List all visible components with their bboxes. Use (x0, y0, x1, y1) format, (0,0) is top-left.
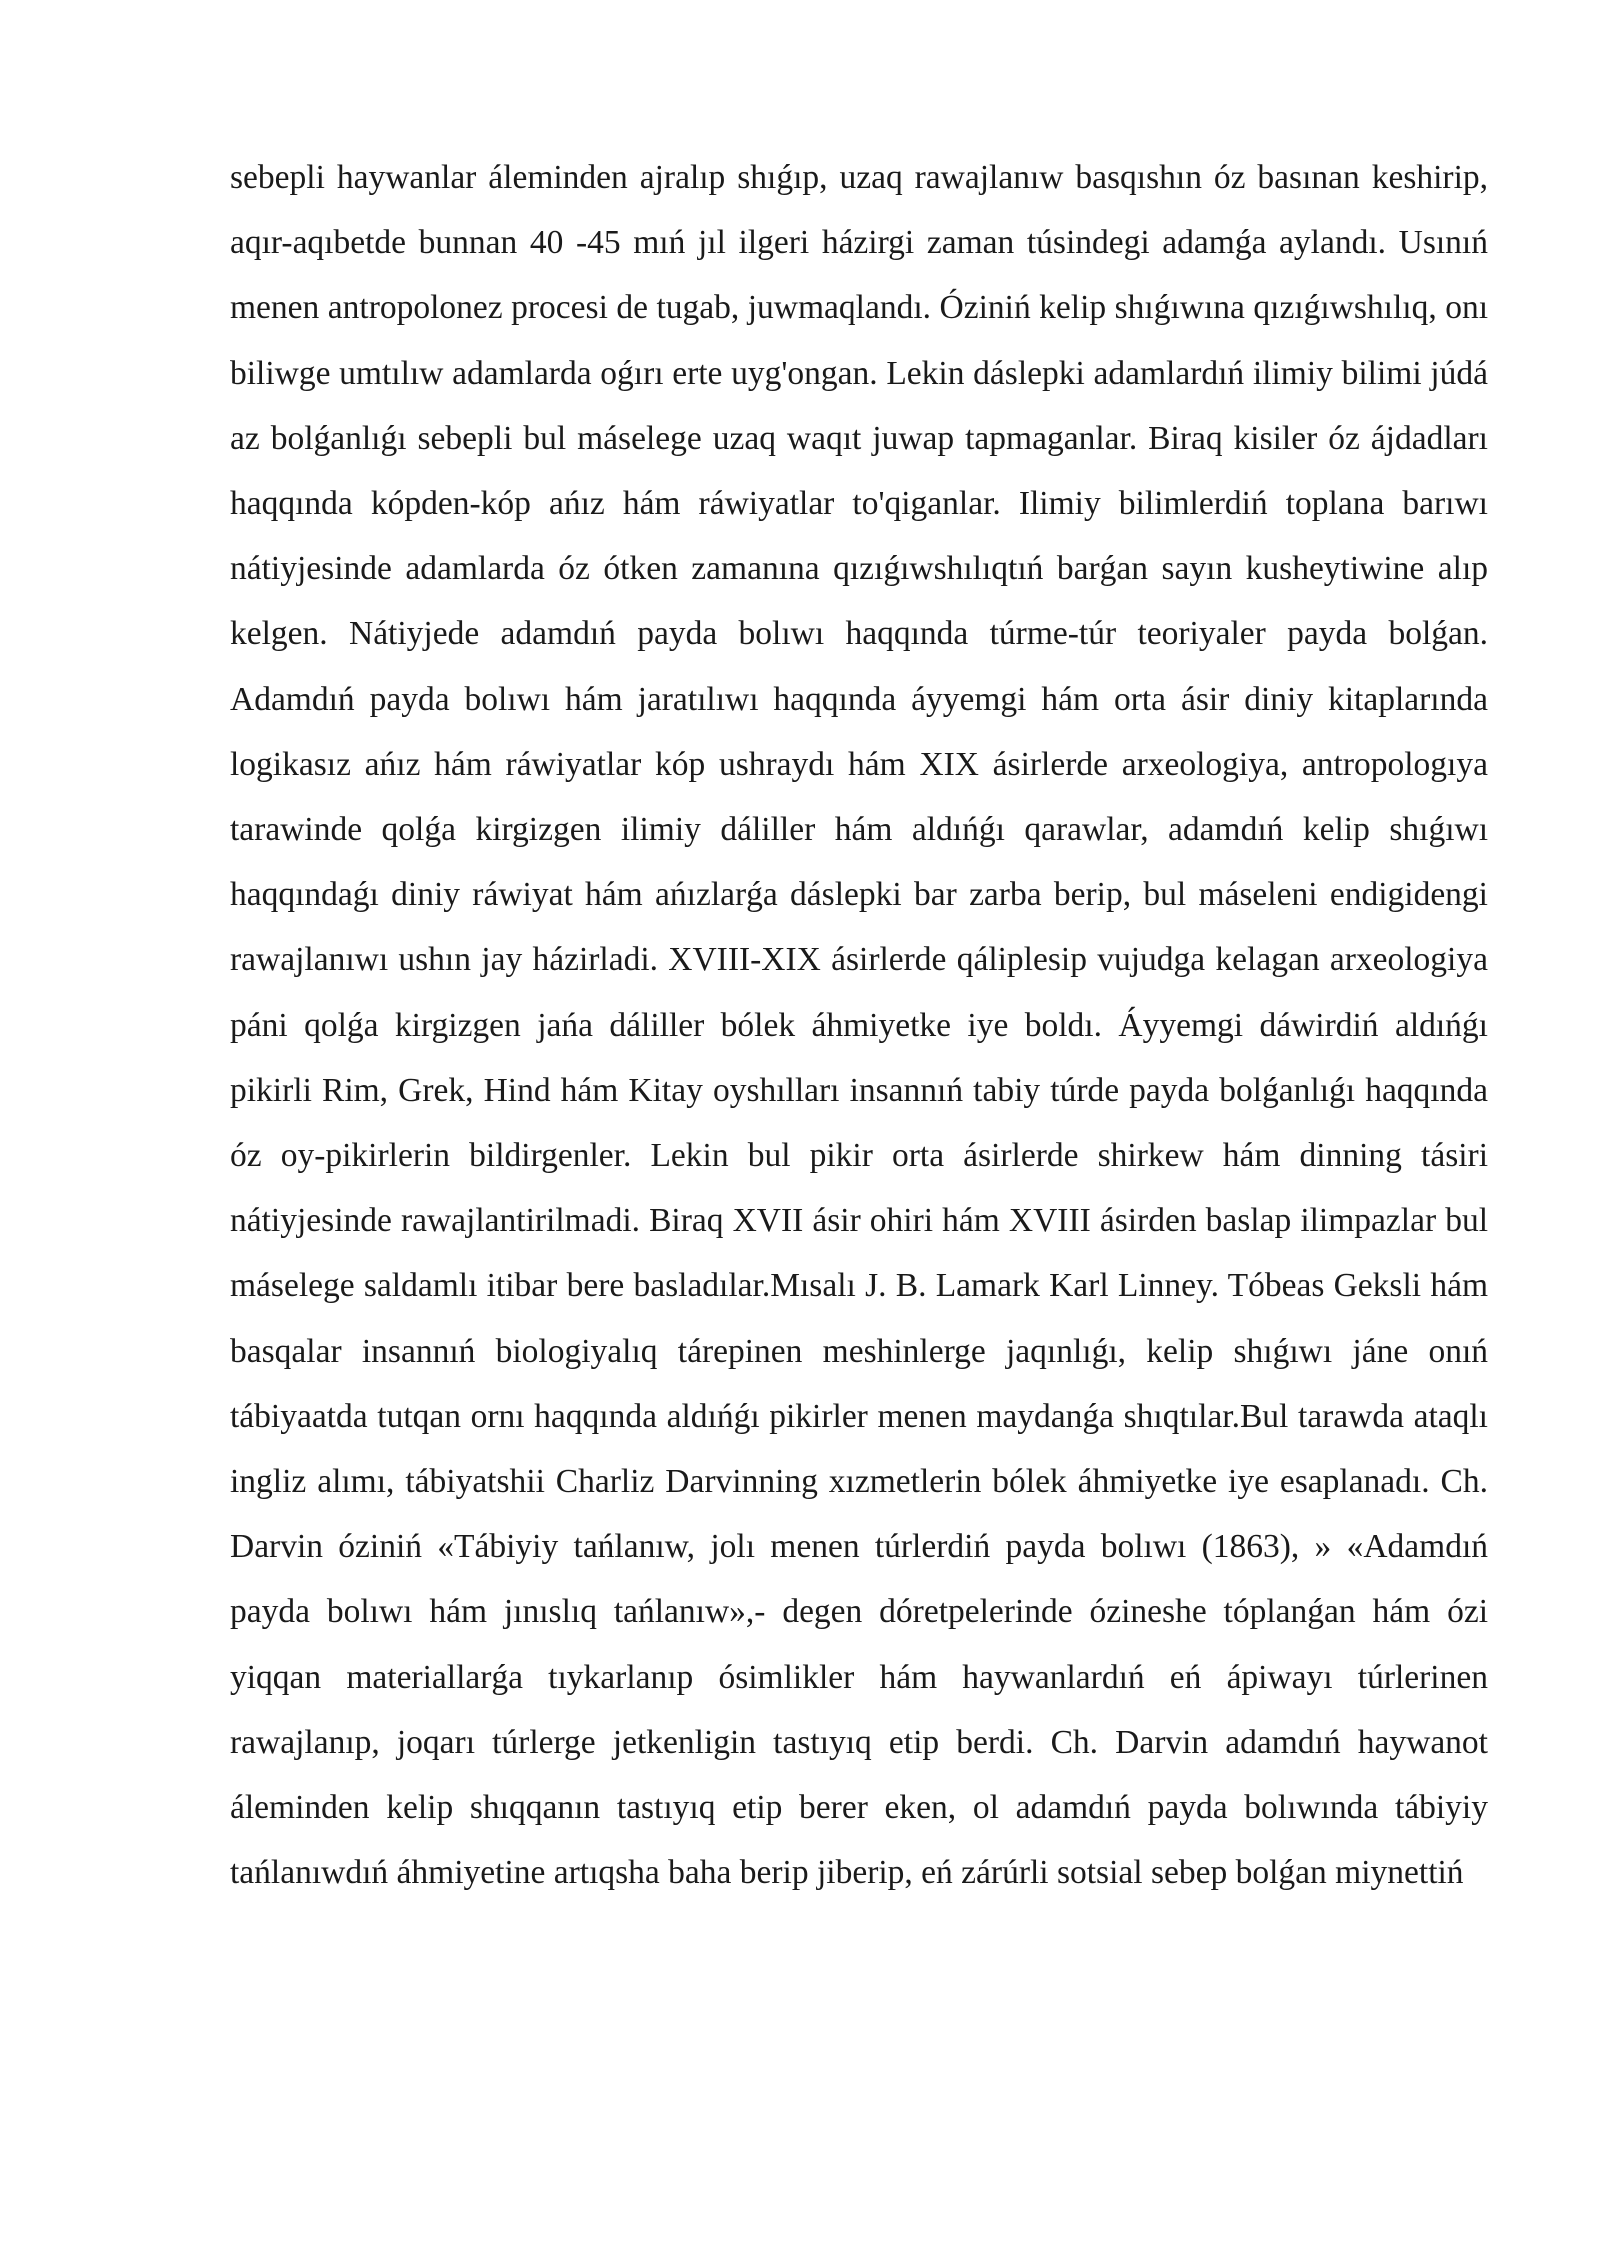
body-paragraph: sebepli haywanlar áleminden ajralıp shıǵıp, uzaq rawajlanıw basqıshın óz basınan keshirip, aqır-aqıbetde bunnan 40 -45 mıń jıl ilgeri házirgi zaman túsindegi adamǵa aylandı. Usınıń menen antropolonez procesi de tugab, juwmaqlandı. Óziniń kelip shıǵıwına qızıǵıwshılıq, onı biliwge umtılıw adamlarda oǵırı erte uyg'ongan. Lekin dáslepki adamlardıń ilimiy bilimi júdá az bolǵanlıǵı sebepli bul máselege uzaq waqıt juwap tapmaganlar. Biraq kisiler óz ájdadları haqqında kópden-kóp ańız hám ráwiyatlar to'qiganlar. Ilimiy bilimlerdiń toplana barıwı nátiyjesinde adamlarda óz ótken zamanına qızıǵıwshılıqtıń barǵan sayın kusheytiwine alıp kelgen. Nátiyjede adamdıń payda bolıwı haqqında túrme-túr teoriyaler payda bolǵan. Adamdıń payda bolıwı hám jaratılıwı haqqında áyyemgi hám orta ásir diniy kitaplarında logikasız ańız hám ráwiyatlar kóp ushraydı hám XIX ásirlerde arxeologiya, antropologıya tarawinde qolǵa kirgizgen ilimiy dáliller hám aldıńǵı qarawlar, adamdıń kelip shıǵıwı haqqındaǵı diniy ráwiyat hám ańızlarǵa dáslepki bar zarba berip, bul máseleni endigidengi rawajlanıwı ushın jay házirladi. XVIII-XIX ásirlerde qáliplesip vujudga kelagan arxeologiya páni qolǵa kirgizgen jańa dáliller bólek áhmiyetke iye boldı. Áyyemgi dáwirdiń aldıńǵı pikirli Rim, Grek, Hind hám Kitay oyshılları insannıń tabiy túrde payda bolǵanlıǵı haqqında óz oy-pikirlerin bildirgenler. Lekin bul pikir orta ásirlerde shirkew hám dinning tásiri nátiyjesinde rawajlantirilmadi. Biraq XVII ásir ohiri hám XVIII ásirden baslap ilimpazlar bul máselege saldamlı itibar bere basladılar.Mısalı J. B. Lamark Karl Linney. Tóbeas Geksli hám basqalar insannıń biologiyalıq tárepinen meshinlerge jaqınlıǵı, kelip shıǵıwı jáne onıń tábiyaatda tutqan ornı haqqında aldıńǵı pikirler menen maydanǵa shıqtılar.Bul tarawda ataqlı ingliz alımı, tábiyatshii Charliz Darvinning xızmetlerin bólek áhmiyetke iye esaplanadı. Ch. Darvin óziniń «Tábiyiy tańlanıw, jolı menen túrlerdiń payda bolıwı (1863), » «Adamdıń payda bolıwı hám jınıslıq tańlanıw»,- degen dóretpelerinde ózineshe tóplanǵan hám ózi yiqqan materiallarǵa tıykarlanıp ósimlikler hám haywanlardıń eń ápiwayı túrlerinen rawajlanıp, joqarı túrlerge jetkenligin tastıyıq etip berdi. Ch. Darvin adamdıń haywanot áleminden kelip shıqqanın tastıyıq etip berer eken, ol adamdıń payda bolıwında tábiyiy tańlanıwdıń áhmiyetine artıqsha baha berip jiberip, eń zárúrli sotsial sebep bolǵan miynettiń (230, 159, 1488, 1892)
